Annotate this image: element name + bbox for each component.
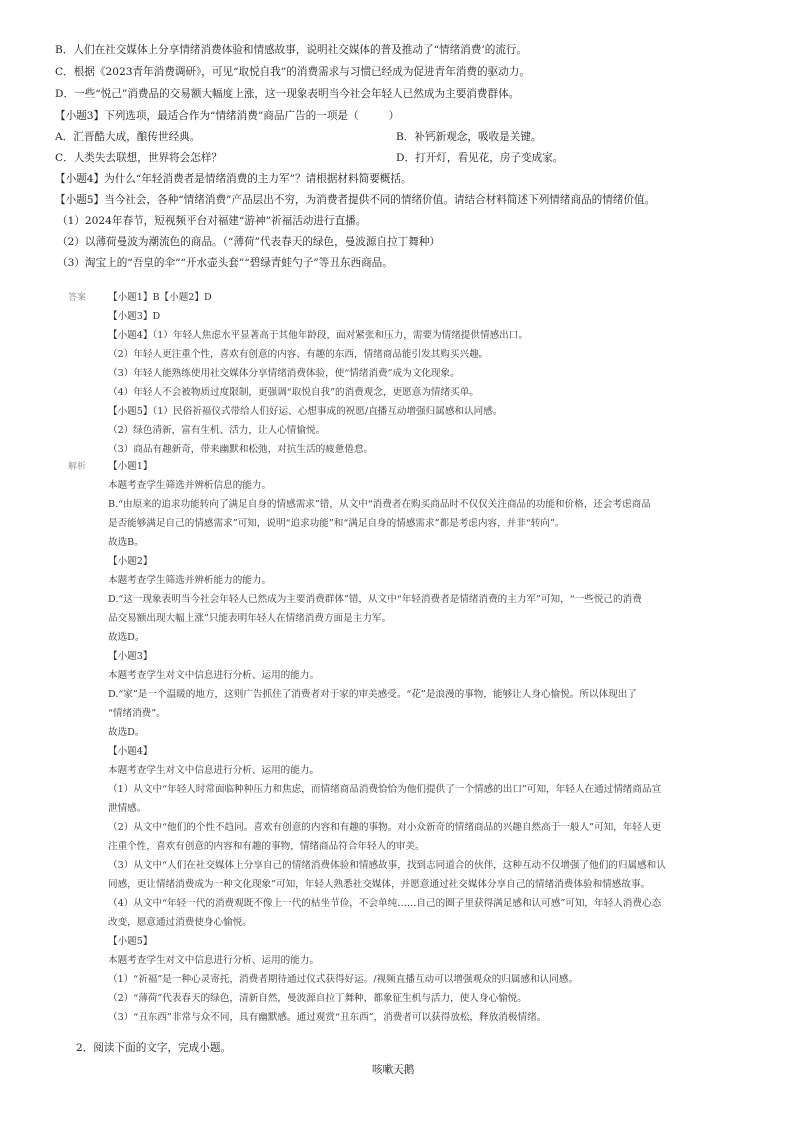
analysis-line: “情绪消费”。 <box>108 708 166 719</box>
q3-stem <box>55 108 399 123</box>
analysis-line: 本题考查学生筛选并辨析信息的能力。 <box>108 480 272 491</box>
analysis-line: （2）“薄荷”代表春天的绿色，清新自然，曼波源自拉丁舞种，都象征生机与活力，使人身心愉悦。 <box>108 993 527 1004</box>
analysis-line: 改变，愿意通过消费使身心愉悦。 <box>108 917 252 928</box>
analysis-line: 【小题1】 <box>108 461 153 472</box>
q3-option-d: D．打开灯，看见花，房子变成家。 <box>396 152 564 164</box>
answer-line: （4）年轻人不会被物质过度限制，更强调“取悦自我”的消费观念，更愿意为情绪买单。 <box>108 387 479 398</box>
analysis-line: 故选D。 <box>108 632 145 643</box>
analysis-line: （4）从文中“年轻一代的消费观既不像上一代的枯坐节俭，不会单纯……自己的圈子里获得满足感和认可感”可知，年轻人消费心态 <box>108 898 662 909</box>
analysis-line: 泄情感。 <box>108 803 147 814</box>
answer-line: 【小题1】B【小题2】D <box>108 292 212 303</box>
analysis-line: 【小题4】 <box>108 746 153 757</box>
analysis-line: 本题考查学生筛选并辨析能力的能力。 <box>108 575 272 586</box>
q3-stem-close: ） <box>388 110 400 122</box>
analysis-line: 故选D。 <box>108 727 145 738</box>
analysis-line: D.“家”是一个温暖的地方，这则广告抓住了消费者对于家的审美感受。“花”是浪漫的事物，能够让人身心愉悦。所以体现出了 <box>108 689 637 700</box>
option-d: D．一些“悦己”消费品的交易额大幅度上涨，这一现象表明当今社会年轻人已然成为主要消费群体。 <box>55 88 520 100</box>
analysis-line: 注重个性，喜欢有创意的内容和有趣的事物，情绪商品符合年轻人的审美。 <box>108 841 425 852</box>
answer-label: 答案 <box>68 293 87 303</box>
analysis-line: 【小题5】 <box>108 936 153 947</box>
q3-stem-text: 【小题3】下列选项，最适合作为“情绪消费”商品广告的一项是（ <box>55 110 359 122</box>
answer-line: （3）年轻人能熟练使用社交媒体分享情绪消费体验，使“情绪消费”成为文化现象。 <box>108 368 460 379</box>
analysis-label: 解析 <box>68 462 87 472</box>
analysis-line: 同感，更让情绪消费成为一种文化现象”可知，年轻人熟悉社交媒体，并愿意通过社交媒体分享自己的情绪消费体验和情感故事。 <box>108 879 651 890</box>
analysis-line: （1）“祈福”是一种心灵寄托，消费者期待通过仪式获得好运。/视频直播互动可以增强观众的归属感和认同感。 <box>108 974 579 985</box>
analysis-line: （3）“丑东西”非常与众不同，具有幽默感。通过观赏“丑东西”，消费者可以获得放松，释放消极情绪。 <box>108 1012 547 1023</box>
analysis-line: 本题考查学生对文中信息进行分析、运用的能力。 <box>108 765 320 776</box>
answer-line: （2）绿色清新，富有生机、活力，让人心情愉悦。 <box>108 425 326 436</box>
q5-item-3: （3）淘宝上的“吾皇的伞”“开水壶头套”“碧绿青蛙勺子”等丑东西商品。 <box>57 257 393 269</box>
q5-item-1: （1）2024年春节，短视频平台对福建“游神”祈福活动进行直播。 <box>57 215 367 227</box>
analysis-line: （3）从文中“人们在社交媒体上分享自己的情绪消费体验和情感故事，找到志同道合的伙伴，这种互动不仅增强了他们的归属感和认 <box>108 860 666 871</box>
analysis-line: 故选B。 <box>108 537 144 548</box>
analysis-line: （2）从文中“他们的个性不趋同。喜欢有创意的内容和有趣的事物。对小众新奇的情绪商品的兴趣自然高于一般人”可知，年轻人更 <box>108 822 662 833</box>
q4-stem: 【小题4】为什么“年轻消费者是情绪消费的主力军”？请根据材料简要概括。 <box>55 173 412 185</box>
next-question-title: 咳嗽天鹅 <box>372 1064 415 1076</box>
q3-option-a: A．汇晋酷大成，酿传世经典。 <box>55 131 201 143</box>
answer-line: （3）商品有趣新奇，带来幽默和松弛，对抗生活的疲惫倦怠。 <box>108 444 374 455</box>
answer-line: 【小题4】（1）年轻人焦虑水平显著高于其他年龄段，面对紧张和压力，需要为情绪提供情感出口。 <box>108 330 528 341</box>
q5-item-2: （2）以薄荷曼波为潮流色的商品。（“薄荷”代表春天的绿色，曼波源自拉丁舞种） <box>57 236 441 248</box>
answer-line: 【小题3】D <box>108 311 161 322</box>
analysis-line: 品交易额出现大幅上涨”只能表明年轻人在情绪消费方面是主力军。 <box>108 613 392 624</box>
option-b: B．人们在社交媒体上分享情绪消费体验和情感故事，说明社交媒体的普及推动了“情绪消费’的流行。 <box>55 44 528 56</box>
analysis-line: （1）从文中“年轻人时常面临种种压力和焦虑，而情绪商品消费恰恰为他们提供了一个情感的出口”可知，年轻人在通过情绪商品宣 <box>108 784 662 795</box>
next-question-stem: 2．阅读下面的文字，完成小题。 <box>76 1042 232 1054</box>
analysis-line: 【小题3】 <box>108 651 153 662</box>
analysis-line: D.“这一现象表明当今社会年轻人已然成为主要消费群体”错，从文中“年轻消费者是情绪消费的主力军”可知，“一些悦己的消费 <box>108 594 642 605</box>
q3-option-c: C．人类失去联想，世界将会怎样？ <box>55 152 223 164</box>
option-c: C．根据《2023青年消费调研》，可见“取悦自我”的消费需求与习惯已经成为促进青年消费的驱动力。 <box>55 66 530 78</box>
answer-line: 【小题5】（1）民俗祈福仪式带给人们好运、心想事成的祝愿/直播互动增强归属感和认同感。 <box>108 406 503 417</box>
analysis-line: 本题考查学生对文中信息进行分析、运用的能力。 <box>108 670 320 681</box>
analysis-line: 【小题2】 <box>108 556 153 567</box>
q3-option-b: B．补钙新观念，吸收是关键。 <box>396 131 542 143</box>
q5-stem: 【小题5】当今社会，各种“情绪消费”产品层出不穷，为消费者提供不同的情绪价值。请结合材料简述下列情绪商品的情绪价值。 <box>55 194 656 206</box>
analysis-line: B.“由原来的追求功能转向了满足自身的情感需求”错，从文中“消费者在购买商品时不仅仅关注商品的功能和价格，还会考虑商品 <box>108 499 651 510</box>
answer-line: （2）年轻人更注重个性，喜欢有创意的内容、有趣的东西，情绪商品能引发其购买兴趣。 <box>108 349 489 360</box>
analysis-line: 本题考查学生对文中信息进行分析、运用的能力。 <box>108 955 320 966</box>
analysis-line: 是否能够满足自己的情感需求”可知，说明“追求功能”和“满足自身的情感需求”都是考虑内容，并非“转向”。 <box>108 518 565 529</box>
